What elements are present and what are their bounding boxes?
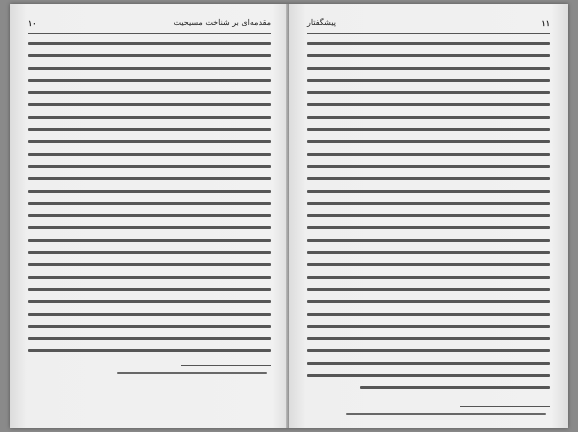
right-footnote [346, 413, 546, 415]
left-footnote-rule [181, 365, 271, 366]
left-footnote [117, 372, 267, 374]
left-header-rule [28, 33, 271, 34]
left-running-title: مقدمه‌ای بر شناخت مسیحیت [173, 18, 271, 27]
book-spread [10, 4, 568, 428]
right-body-text [307, 42, 550, 399]
left-body-text [28, 42, 271, 362]
right-page [289, 4, 568, 428]
right-page-number: ١١ [541, 18, 550, 28]
left-page-number: ١٠ [28, 18, 37, 28]
left-page [10, 4, 289, 428]
right-page-header [307, 18, 550, 32]
right-running-title: پیشگفتار [307, 18, 336, 27]
left-page-header [28, 18, 271, 32]
right-header-rule [307, 33, 550, 34]
right-footnote-rule [460, 406, 550, 407]
